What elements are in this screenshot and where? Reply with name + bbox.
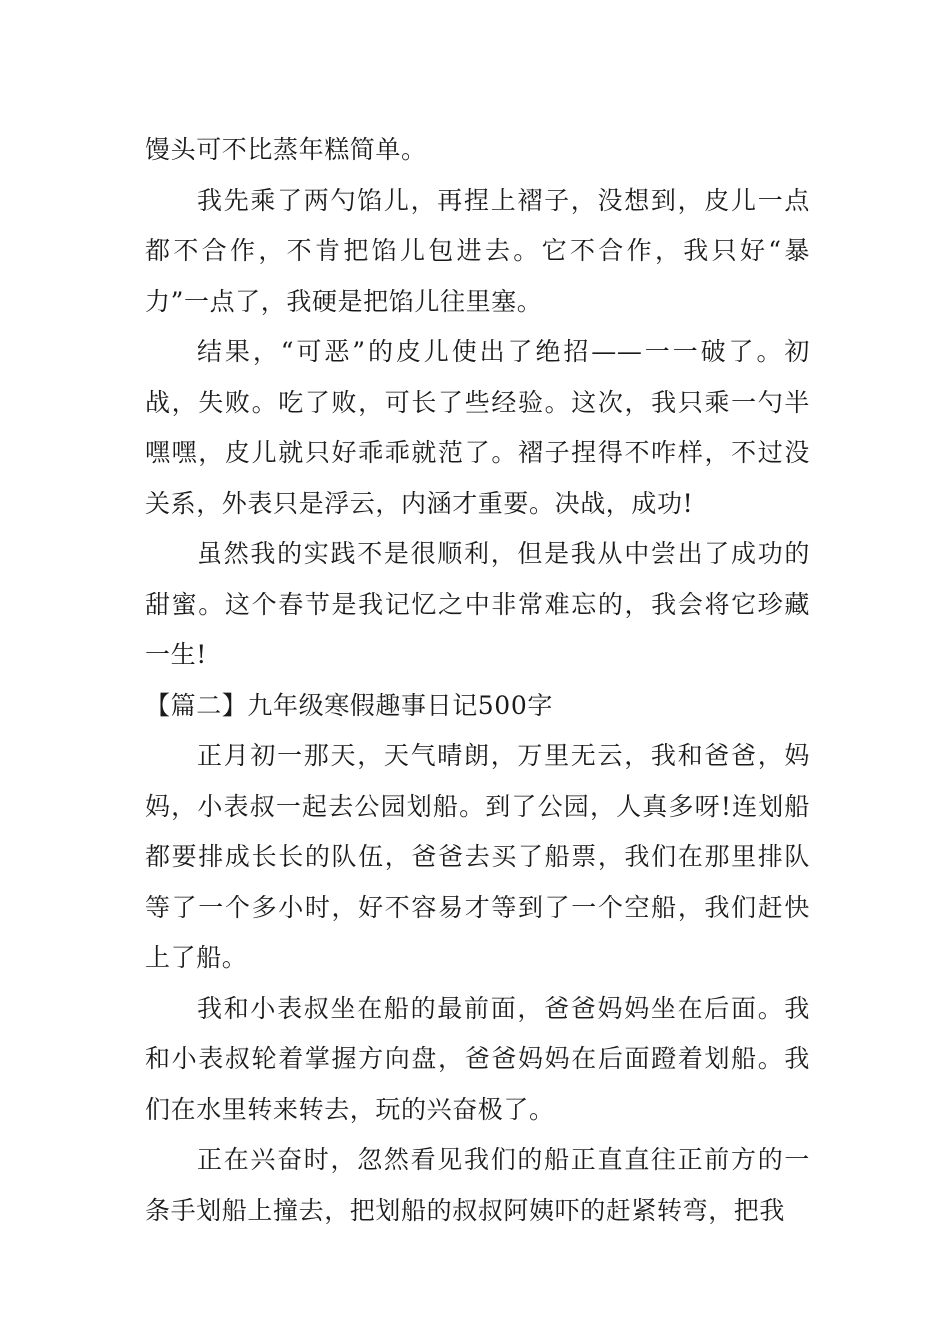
paragraph: 结果，“可恶”的皮儿使出了绝招——一一破了。初战，失败。吃了败，可长了些经验。这次，我只乘一勺半嘿嘿，皮儿就只好乖乖就范了。褶子捏得不咋样，不过没关系，外表只是浮云，内涵才重要。决战，成功!	[145, 337, 810, 518]
paragraph: 我和小表叔坐在船的最前面，爸爸妈妈坐在后面。我和小表叔轮着掌握方向盘，爸爸妈妈在后面蹬着划船。我们在水里转来转去，玩的兴奋极了。	[145, 993, 810, 1124]
section-heading: 【篇二】九年级寒假趣事日记500字	[145, 690, 553, 720]
paragraph: 我先乘了两勺馅儿，再捏上褶子，没想到，皮儿一点都不合作，不肯把馅儿包进去。它不合作，我只好“暴力”一点了，我硬是把馅儿往里塞。	[145, 185, 810, 316]
paragraph: 正在兴奋时，忽然看见我们的船正直直往正前方的一条手划船上撞去，把划船的叔叔阿姨吓的赶紧转弯，把我	[145, 1145, 810, 1225]
document-body	[145, 125, 810, 1236]
paragraph-continuation: 馒头可不比蒸年糕简单。	[145, 135, 427, 164]
paragraph: 虽然我的实践不是很顺利，但是我从中尝出了成功的甜蜜。这个春节是我记忆之中非常难忘的，我会将它珍藏一生!	[145, 539, 810, 669]
paragraph: 正月初一那天，天气晴朗，万里无云，我和爸爸，妈妈，小表叔一起去公园划船。到了公园，人真多呀!连划船都要排成长长的队伍，爸爸去买了船票，我们在那里排队等了一个多小时，好不容易才等到了一个空船，我们赶快上了船。	[145, 741, 810, 972]
